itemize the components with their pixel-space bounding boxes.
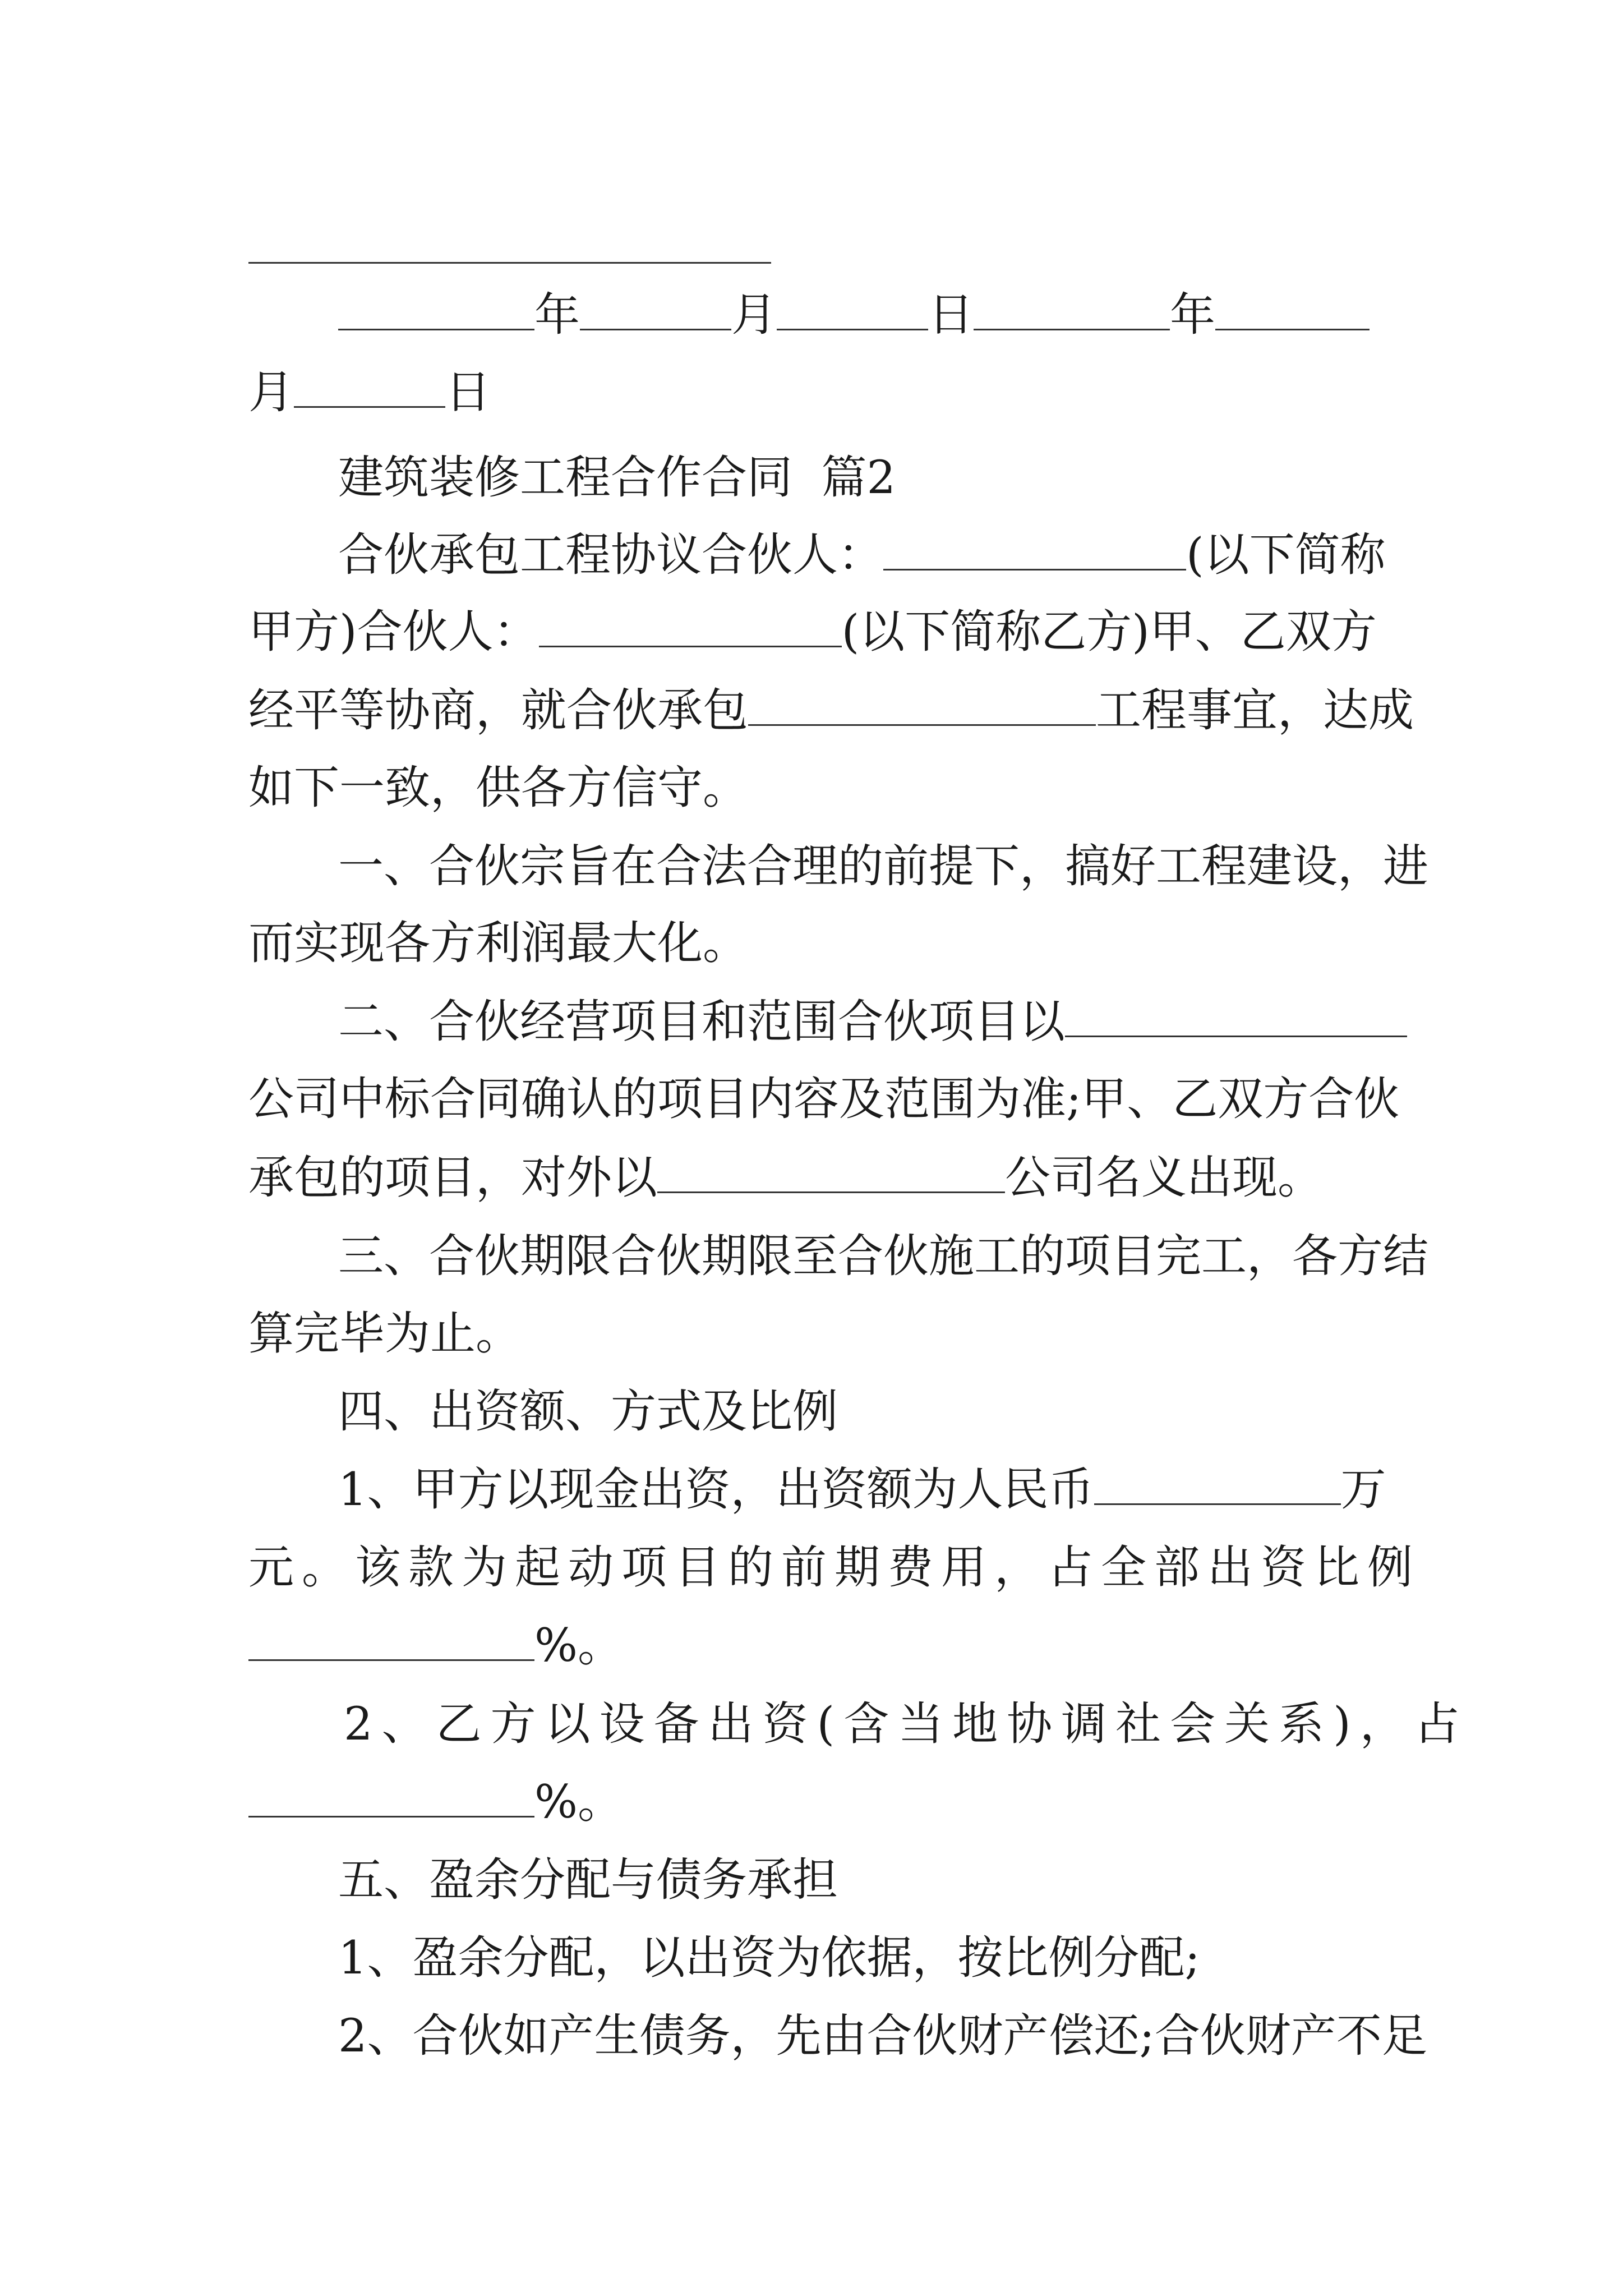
clause-4-item-1 [338,1462,1386,1518]
clause-4-item-2: 2、乙方以设备出资(含当地协调社会关系)，占 [344,1698,1469,1751]
blank-field [974,294,1170,330]
blank-field [294,371,445,408]
clause-1-line-1: 一、合伙宗旨在合法合理的前提下，搞好工程建设，进 [338,840,1429,893]
section-title [338,450,896,506]
clause-2-line-2: 公司中标合同确认的项目内容及范围为准;甲、乙双方合伙 [248,1073,1400,1126]
clause-text: 二、合伙经营项目和范围合伙项目以 [338,996,1066,1048]
date-day-2: 日 [445,366,491,419]
intro-line-1 [338,527,1385,583]
clause-2-line-3 [248,1150,1323,1206]
signature-rule [248,262,771,264]
clause-text: 1、甲方以现金出资，出资额为人民币 [338,1464,1094,1516]
blank-field [1065,1001,1407,1037]
intro-line-4: 如下一致，供各方信守。 [248,762,749,815]
intro-line-3 [248,683,1414,739]
clause-5-item-1: 1、盈余分配，以出资为依据，按比例分配; [338,1932,1200,1985]
blank-field [657,1157,1005,1193]
blank-field [248,1781,534,1818]
clause-3-line-2: 算完毕为止。 [248,1308,522,1360]
blank-field [748,689,1096,726]
clause-text: 承包的项目，对外以 [248,1152,658,1204]
intro-line-2 [248,604,1377,660]
date-month-1: 月 [731,289,777,342]
clause-text: %。 [534,1619,623,1672]
date-line-2 [248,365,491,421]
clause-5-item-2: 2、合伙如产生债务，先由合伙财产偿还;合伙财产不足 [338,2010,1427,2063]
blank-field [883,534,1186,570]
intro-text: 甲方)合伙人： [248,606,539,659]
blank-field [248,1625,534,1661]
clause-1-line-2: 而实现各方利润最大化。 [248,917,749,970]
clause-2-line-1 [338,994,1407,1050]
intro-text: 合伙承包工程协议合伙人： [338,529,884,582]
clause-4-item-1-line-3 [248,1618,623,1674]
clause-4-item-2-line-2 [248,1774,623,1830]
section-title-text: 建筑装修工程合作合同 [338,452,793,504]
intro-text: 经平等协商，就合伙承包 [248,684,749,737]
blank-field [338,294,534,330]
clause-5-heading: 五、盈余分配与债务承担 [338,1854,838,1907]
blank-field [539,611,842,647]
date-day-1: 日 [928,289,974,342]
clause-4-item-1-line-2: 元。该款为起动项目的前期费用，占全部出资比例 [248,1542,1421,1594]
section-label: 篇2 [821,452,896,504]
date-line [338,287,1370,343]
intro-text: 工程事宜，达成 [1096,684,1414,737]
date-year-2: 年 [1170,289,1216,342]
intro-text: (以下简称乙方)甲、乙双方 [841,606,1377,659]
clause-text: %。 [534,1776,623,1829]
date-month-2: 月 [248,366,294,419]
blank-field [1094,1469,1341,1505]
intro-text: (以下简称 [1186,529,1386,582]
blank-field [1215,294,1370,330]
clause-text: 万 [1340,1464,1386,1516]
clause-3-line-1: 三、合伙期限合伙期限至合伙施工的项目完工，各方结 [338,1230,1429,1283]
clause-4-heading: 四、出资额、方式及比例 [338,1386,838,1438]
date-year-1: 年 [534,289,580,342]
blank-field [580,294,731,330]
clause-text: 公司名义出现。 [1005,1152,1324,1204]
blank-field [777,294,928,330]
